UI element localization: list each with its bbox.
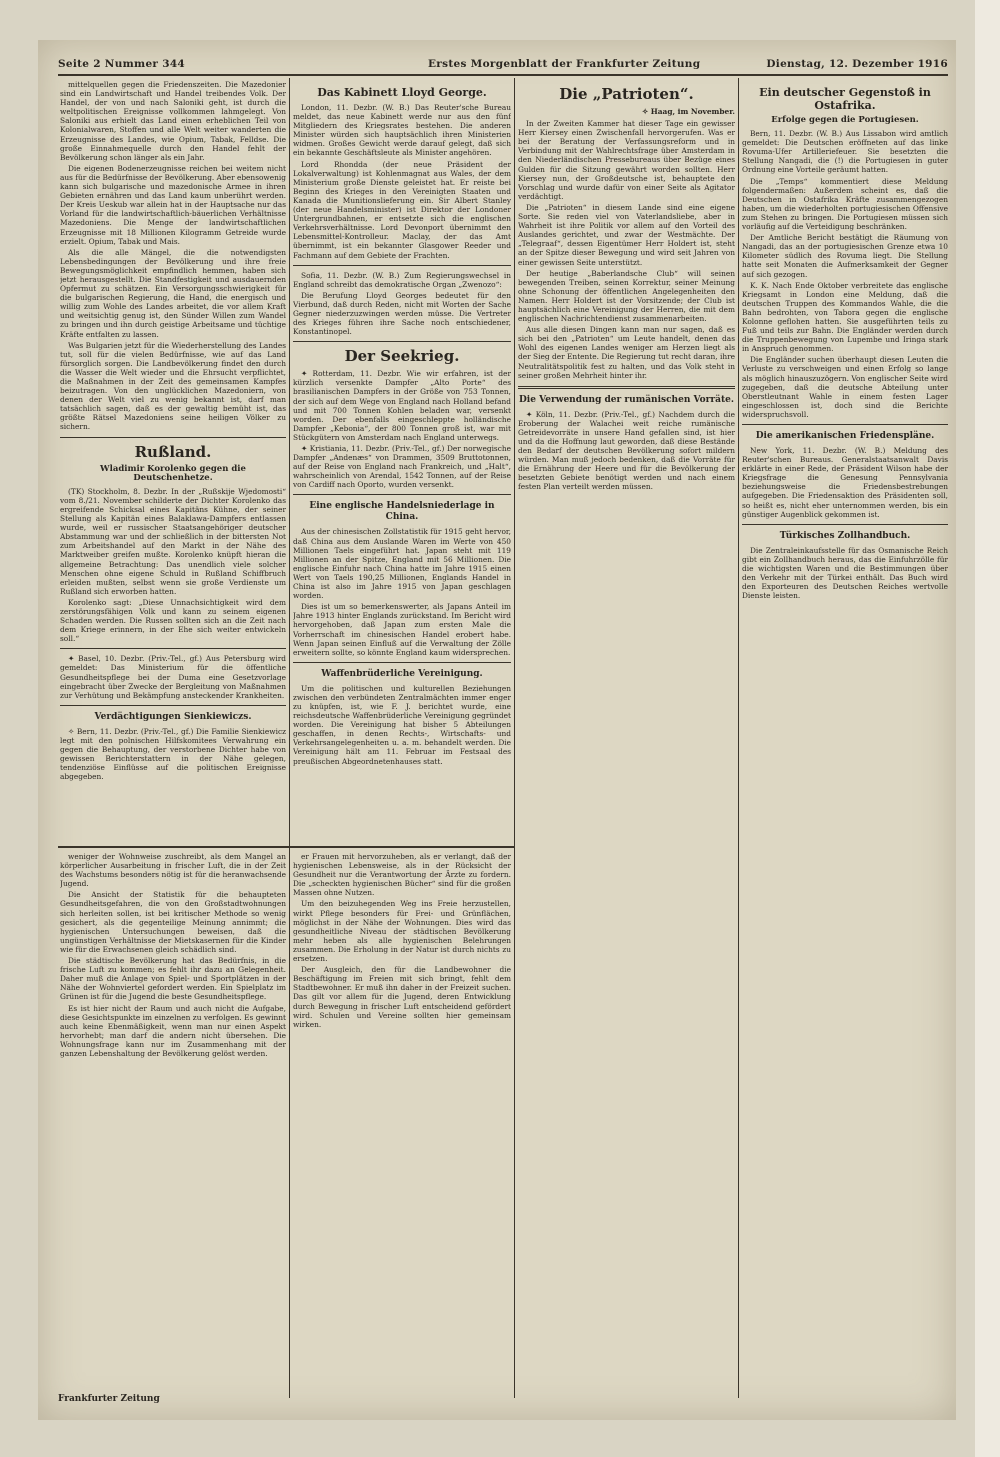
article-paragraph: Die städtische Bevölkerung hat das Bedürfnis, in die frische Luft zu kommen; es fehlt ihr dazu an Gelegenheit. Daher muß die Anlage von Spiel- und Sportplätzen in der Nähe der Wohnviertel gefordert werden. Ein Spielplatz im Grünen ist für die Jugend die beste Gesundheitspflege. [60, 956, 286, 1002]
column-3 [518, 80, 735, 1392]
headline-friedensplaene: Die amerikanischen Friedenspläne. [755, 431, 935, 441]
divider [293, 662, 511, 663]
headline-kabinett: Das Kabinett Lloyd George. [317, 86, 487, 99]
article-paragraph: Was Bulgarien jetzt für die Wiederherstellung des Landes tut, soll für die vielen Bedürfnisse, wie auf das Land fürsorglich sorgen. Die Landbevölkerung findet den durch die Wasser die Welt wieder und die Ehrsucht verpflichtet, die Maßnahmen in der Zeit des gemeinsamen Kampfes beizutragen. Von den unglücklichen Mazedoniern, von denen der Welt viel zu wenig bekannt ist, darf man tatsächlich sagen, daß es der gewaltig bemüht ist, das größte Rätsel Mazedoniens seine heiligen Völker zu sichern. [60, 340, 286, 432]
article-paragraph: Die eigenen Bodenerzeugnisse reichen bei weitem nicht aus für die Bedürfnisse der Bevölkerung. Aber ebensowenig kann sich bulgarische und mazedonische Armee in ihren Gebieten ernähren und das Land kaum unberührt werden. Der Kreis Ueskub war allein hat in der Hauptsache nur das Vorland für die landwirtschaftlich-bäuerlichen Verhältnisse Mazedoniens. Die Menge der landwirtschaftlichen Erzeugnisse mit 18 Millionen Kilogramm Getreide wurde erzielt. Opium, Tabak und Mais. [60, 163, 286, 246]
article-paragraph: Lord Rhondda (der neue Präsident der Lokalverwaltung) ist Kohlenmagnat aus Wales, der dem Ministerium große Dienste geleistet hat. Er reiste bei Beginn des Krieges in den Vereinigten Staaten und Kanada die Munitionslieferung ein. Sir Albert Stanley (der neue Handelsminister) ist Direktor der Londoner Untergrundbahnen, er entsetzte sich die englischen Verkehrsverhältnisse. Lord Devonport übernimmt den Lebensmittel-Kontrolleur. Maclay, der das Amt übernimmt, ist ein bekannter Glasgower Reeder und Fachmann auf dem Gebiete der Frachten. [293, 159, 511, 260]
headline-gegenstoss: Ein deutscher Gegenstoß in Ostafrika. [759, 86, 931, 112]
article-paragraph: Der Amtliche Bericht bestätigt die Räumung von Nangadi, das an der portugiesischen Grenze etwa 10 Kilometer südlich des Rovuma liegt. Die Stellung hatte seit Monaten die Aufmerksamkeit der Gegner auf sich gezogen. [742, 233, 948, 279]
page-header [58, 58, 948, 72]
masthead: Erstes Morgenblatt der Frankfurter Zeitung [428, 58, 701, 70]
column-rule [514, 78, 515, 1398]
divider [518, 386, 735, 389]
article-paragraph: Die Ansicht der Statistik für die behaupteten Gesundheitsgefahren, die von den Großstadtwohnungen sich herleiten sollen, ist bei kritischer Methode so wenig gesichert, als die gegenteilige Meinung annimmt; die hygienischen Untersuchungen beweisen, daß die ungünstigen Verhältnisse der Mietskasernen für die Kinder wie für die Erwachsenen gleich schädlich sind. [60, 890, 286, 954]
column-rule [738, 78, 739, 1398]
article-paragraph: Es ist hier nicht der Raum und auch nicht die Aufgabe, diese Gesichtspunkte im einzelnen zu verfolgen. Es gewinnt auch keine Ebenmäßigkeit, wenn man nur einen Aspekt hervorhebt; man darf die andern nicht übersehen. Die Wohnungsfrage kann nur im Zusammenhang mit der ganzen Lebenshaltung der Bevölkerung gelöst werden. [60, 1003, 286, 1058]
section-rule [58, 846, 514, 848]
article-paragraph: ✦ Kristiania, 11. Dezbr. (Priv.-Tel., gf.) Der norwegische Dampfer „Andenæs“ von Drammen, 3509 Bruttotonnen, auf der Reise von England nach Frankreich, und „Halt“, wahrscheinlich von Arendal, 1542 Tonnen, auf der Reise von Cardiff nach Oporto, wurden versenkt. [293, 444, 511, 490]
subheadline-portugiesen: Erfolge gegen die Portugiesen. [771, 115, 919, 125]
headline-waffenbrueder: Waffenbrüderliche Vereinigung. [321, 668, 483, 679]
divider [60, 648, 286, 649]
article-paragraph: (TK) Stockholm, 8. Dezbr. In der „Rußskije Wjedomosti“ vom 8./21. November schilderte der Dichter Korolenko das ergreifende Schicksal eines Kapitäns Kühne, der seiner Stellung als Kapitän eines Balaklawa-Dampfers entlassen wurde, weil er russischer Staatsangehöriger deutscher Abstammung war und der schließlich in der bittersten Not zum Arbeitshandel auf den Markt in der Nähe des Marktweiber greifen mußte. Korolenko knüpft hieran die allgemeine Betrachtung: Das unendlich viele solcher Menschen ohne eigene Schuld in Rußland Schiffbruch erleiden mußten, selbst wenn sie große Verdienste um Rußland sich erworben hatten. [60, 486, 286, 596]
headline-patrioten: Die „Patrioten“. [559, 85, 694, 103]
article-paragraph: ✦ Rotterdam, 11. Dezbr. Wie wir erfahren, ist der kürzlich versenkte Dampfer „Alto Porte“ des brasilianischen Dampfers in der Größe von 753 Tonnen, der sich auf dem Wege von England nach Holland befand und mit 700 Tonnen Kohlen beladen war, versenkt worden. Der ebenfalls eingeschleppte holländische Dampfer „Kebonia“, der 800 Tonnen groß ist, war mit Stückgütern von Amsterdam nach England unterwegs. [293, 369, 511, 442]
article-paragraph: Die Engländer suchen überhaupt diesen Leuten die Verluste zu verschweigen und einen Erfolg so lange als möglich hinauszuzögern. Von englischer Seite wird zugegeben, daß die deutsche Abteilung unter Oberstleutnant Wahle in einem festen Lager eingeschlossen ist, doch sind die Berichte widerspruchsvoll. [742, 355, 948, 419]
article-paragraph: In der Zweiten Kammer hat dieser Tage ein gewisser Herr Kiersey einen Zwischenfall hervorgerufen. Was er bei der Beratung der Verfassungsreform und in Verbindung mit der Wahlrechtsfrage über Amsterdam in den Niederländischen Pressebureaus über Bezüge eines Gulden für die Sitzung gewährt worden sollten. Herr Kiersey nun, der Großdeutsche ist, behauptete den Vorschlag und wurde dafür von einer Seite als Agitator verdächtigt. [518, 119, 735, 201]
column-rule [289, 78, 290, 1398]
article-paragraph: Sofia, 11. Dezbr. (W. B.) Zum Regierungswechsel in England schreibt das demokratische Organ „Zwenozo“: [293, 270, 511, 289]
column-2 [293, 80, 511, 842]
article-paragraph: Aus alle diesen Dingen kann man nur sagen, daß es sich bei den „Patrioten“ um Leute handelt, denen das Wohl des eigenen Landes weniger am Herzen liegt als der Sieg der Entente. Die Regierung tut recht daran, ihre Neutralitätspolitik fest zu halten, und das Volk steht in seiner großen Mehrheit hinter ihr. [518, 325, 735, 380]
article-paragraph: Aus der chinesischen Zollstatistik für 1915 geht hervor, daß China aus dem Auslande Waren im Werte von 450 Millionen Taels eingeführt hat. Japan steht mit 119 Millionen an der Spitze, England mit 56 Millionen. Die englische Einfuhr nach China hatte im Jahre 1915 einen Wert von Taels 190,25 Millionen, Englands Handel in China ist also im Jahre 1915 von Japan geschlagen worden. [293, 527, 511, 601]
article-paragraph: Dies ist um so bemerkenswerter, als Japans Anteil im Jahre 1913 hinter Englands zurückstand. Im Bericht wird hervorgehoben, daß Japan zum ersten Male die Vorherrschaft im chinesischen Handel erobert habe. Wenn Japan seinen Einfluß auf die Verwaltung der Zölle erweitern sollte, so könnte England kaum widersprechen. [293, 602, 511, 657]
footer-stamp: Frankfurter Zeitung [58, 1394, 160, 1404]
divider [60, 437, 286, 438]
article-paragraph: mittelquellen gegen die Friedenszeiten. Die Mazedonier sind ein Landwirtschaft und Handel treibendes Volk. Der Handel, der von und nach Saloniki geht, ist durch die weltpolitischen Ereignisse vollkommen lahmgelegt. Von Saloniki aus erhielt das Land einen erheblichen Teil von Kolonialwaren, Stoffen und alle Welt weiter wanderten die Erzeugnisse des Landes, wie Opium, Tabak, Felldse. Die große Einnahmequelle durch den Handel fehlt der Bevölkerung schon länger als ein Jahr. [60, 80, 286, 162]
subheadline-korolenko: Wladimir Korolenko gegen die Deutschenhetze. [100, 463, 246, 483]
article-paragraph: ✦ Basel, 10. Dezbr. (Priv.-Tel., gf.) Aus Petersburg wird gemeldet: Das Ministerium für die öffentliche Gesundheitspflege bei der Duma eine Gesetzvorlage eingebracht über Zwecke der Bergleitung von Maßnahmen zur Verhütung und Bekämpfung ansteckender Krankheiten. [60, 654, 286, 700]
article-paragraph: Die Zentraleinkaufsstelle für das Osmanische Reich gibt ein Zollhandbuch heraus, das die Einfuhrzölle für die wichtigsten Waren und die Bestimmungen über den Verkehr mit der Türkei enthält. Das Buch wird den Exporteuren des Deutschen Reiches wertvolle Dienste leisten. [742, 545, 948, 601]
article-paragraph: K. K. Nach Ende Oktober verbreitete das englische Kriegsamt in London eine Meldung, daß die deutschen Truppen des Kommandos Wahle, die die Bahn bedrohten, von Tabora gegen die englische Kolonne geflohen hatten. Sie ausgeführten teils zu Fuß und teils zur Bahn. Die Engländer werden durch die Truppenbewegung von Lupembe und Iringa stark in Anspruch genommen. [742, 280, 948, 354]
article-paragraph: Der heutige „Baberlandsche Club“ will seinen bewegenden Treiben, seinen Korrektur, seiner Meinung ohne Schonung der öffentlichen Angelegenheiten den Namen. Herr Holdert ist der Vorsitzende; der Club ist hauptsächlich eine Vereinigung der Herren, die mit dem englischen Nachrichtendienst zusammenarbeiten. [518, 268, 735, 324]
column-2-lower [293, 852, 511, 1392]
column-1 [60, 80, 286, 842]
article-paragraph: ✧ Bern, 11. Dezbr. (Priv.-Tel., gf.) Die Familie Sienkiewicz legt mit den polnischen Hilfskomitees Verwahrung ein gegen die Behauptung, der verstorbene Dichter habe von gewissen Berichterstattern in der Nähe gelegen, tendenziöse Einflüsse auf die politischen Ereignisse abgegeben. [60, 726, 286, 782]
article-paragraph: Um den beizuhegenden Weg ins Freie herzustellen, wirkt Pflege besonders für Frei- und Grünflächen, möglichst in der Nähe der Wohnungen. Dies wird das gesundheitliche Niveau der städtischen Bevölkerung mehr heben als alle hygienischen Belehrungen zusammen. Die Erholung in der Natur ist durch nichts zu ersetzen. [293, 899, 511, 964]
article-paragraph: London, 11. Dezbr. (W. B.) Das Reuter'sche Bureau meldet, das neue Kabinett werde nur aus den fünf Mitgliedern des Kriegsrates bestehen. Die anderen Minister würden sich hauptsächlich ihren Ministerien widmen. Großes Gewicht werde darauf gelegt, daß sich ein bekannte Geschäftsleute als Minister angehören. [293, 103, 511, 158]
headline-vorraete: Die Verwendung der rumänischen Vorräte. [518, 394, 734, 405]
divider [742, 524, 948, 525]
article-paragraph: Als die alle Mängel, die die notwendigsten Lebensbedingungen der Bevölkerung und ihre freie Bewegungsmöglichkeit empfindlich hemmen, haben sich jetzt herausgestellt. Die Standfestigkeit und ausdauernden Opfermut zu schätzen. Ein Versorgungsschwierigkeit für die bulgarischen Regierung, die Hand, die energisch und willig zum Wohle des Landes arbeitet, die vor allem Kraft und weitsichtig genug ist, den Sünder Willen zum Wandel zu bringen und ihn durch geistige Arbeitsame und tüchtige Kräfte entfalten zu lassen. [60, 247, 286, 339]
article-paragraph: er Frauen mit hervorzuheben, als er verlangt, daß der hygienischen Lebensweise, als in der Rücksicht der Gesundheit nur die Verantwortung der Ärzte zu fordern. Die „scheckten hygienischen Bücher“ sind für die großen Massen ohne Nutzen. [293, 852, 511, 898]
article-paragraph: Die „Patrioten“ in diesem Lande sind eine eigene Sorte. Sie reden viel von Vaterlandsliebe, aber in Wahrheit ist ihre Politik vor allem auf den Vorteil des Auslandes gerichtet, und zwar der Westmächte. Der „Telegraaf“, dessen Eigentümer Herr Holdert ist, steht an der Spitze dieser Bewegung und wird seit Jahren von einer gewissen Seite unterstützt. [518, 202, 735, 267]
issue-date: Dienstag, 12. Dezember 1916 [766, 58, 948, 70]
divider [293, 341, 511, 342]
article-paragraph: Um die politischen und kulturellen Beziehungen zwischen den verbündeten Zentralmächten immer enger zu knüpfen, ist, wie F. J. berichtet wurde, eine reichsdeutsche Waffenbrüderliche Vereinigung gegründet worden. Die Vereinigung hat bisher 5 Abteilungen geschaffen, in denen Rechts-, Wirtschafts- und Verkehrsangelegenheiten u. a. m. behandelt werden. Die Vereinigung hält am 11. Februar im Festsaal des preußischen Abgeordnetenhauses statt. [293, 683, 511, 766]
dateline: ✧ Haag, im November. [642, 107, 735, 116]
page-number: Seite 2 Nummer 344 [58, 58, 186, 70]
article-paragraph: Die „Temps“ kommentiert diese Meldung folgendermaßen: Außerdem scheint es, daß die Deutschen in Ostafrika Kräfte zusammengezogen haben, um die wiederholten portugiesischen Offensive zum Stehen zu bringen. Die Portugiesen müssen sich vorläufig auf die Verteidigung beschränken. [742, 176, 948, 232]
headline-zollhandbuch: Türkisches Zollhandbuch. [779, 530, 911, 541]
divider [293, 265, 511, 266]
header-rule [58, 74, 948, 76]
divider [293, 494, 511, 495]
divider [742, 424, 948, 425]
headline-handel-china: Eine englische Handelsniederlage in China. [309, 501, 495, 523]
page-edge [975, 0, 1000, 1457]
headline-sienkiewicz: Verdächtigungen Sienkiewiczs. [94, 711, 252, 722]
article-paragraph: Die Berufung Lloyd Georges bedeutet für den Vierbund, daß durch Reden, nicht mit Worten der Sache Gegner niederzuzwingen werden müsse. Die Vertreter des Krieges führen ihre Sache noch entschiedener, Konstantinopel. [293, 290, 511, 337]
headline-russland: Rußland. [134, 442, 212, 461]
headline-seekrieg: Der Seekrieg. [344, 347, 460, 366]
divider [60, 705, 286, 706]
column-4 [742, 80, 948, 1392]
article-paragraph: weniger der Wohnweise zuschreibt, als dem Mangel an körperlicher Ausarbeitung in frischer Luft, die in der Zeit des Wachstums besonders nötig ist für die heranwachsende Jugend. [60, 852, 286, 889]
column-1-lower [60, 852, 286, 1392]
article-paragraph: Der Ausgleich, den für die Landbewohner die Beschäftigung im Freien mit sich bringt, fehlt dem Stadtbewohner. Er muß ihn daher in der Freizeit suchen. Das gilt vor allem für die Jugend, deren Entwicklung durch Bewegung in frischer Luft entscheidend gefördert wird. Schulen und Vereine sollten hier gemeinsam wirken. [293, 965, 511, 1029]
article-paragraph: Korolenko sagt: „Diese Unnachsichtigkeit wird dem zerstörungsfähigen Volk und kann zu seinem eigenen Schaden werden. Die Russen sollten sich an die Zeit nach dem Kriege erinnern, in der Ehe sich weiter entwickeln soll.“ [60, 597, 286, 644]
article-paragraph: Bern, 11. Dezbr. (W. B.) Aus Lissabon wird amtlich gemeldet: Die Deutschen eröffneten auf das linke Rovuma-Ufer Artilleriefeuer. Sie besetzten die Stellung Nangadi, die (!) die Portugiesen in guter Ordnung eine Vorteile geräumt hatten. [742, 129, 948, 175]
article-paragraph: ✦ Köln, 11. Dezbr. (Priv.-Tel., gf.) Nachdem durch die Eroberung der Walachei weit reiche rumänische Getreidevorräte in unsere Hand gefallen sind, ist hier und da die Hoffnung laut geworden, daß diese Bestände den Bedarf der deutschen Bevölkerung sofort mildern würden. Man muß jedoch bedenken, daß die Vorräte für die Ernährung der Heere und für die Bevölkerung der besetzten Gebiete benötigt werden und nach einem festen Plan verteilt werden müssen. [518, 409, 735, 492]
article-paragraph: New York, 11. Dezbr. (W. B.) Meldung des Reuter'schen Bureaus. Generalstaatsanwalt Davis erklärte in einer Rede, der Präsident Wilson habe der Kriegsfrage die Genesung Pennsylvania beziehungsweise die Friedensbestrebungen aufgegeben. Die Friedensaktion des Präsidenten soll, so heißt es, nicht eher unternommen werden, bis ein günstiger Augenblick gekommen ist. [742, 446, 948, 519]
